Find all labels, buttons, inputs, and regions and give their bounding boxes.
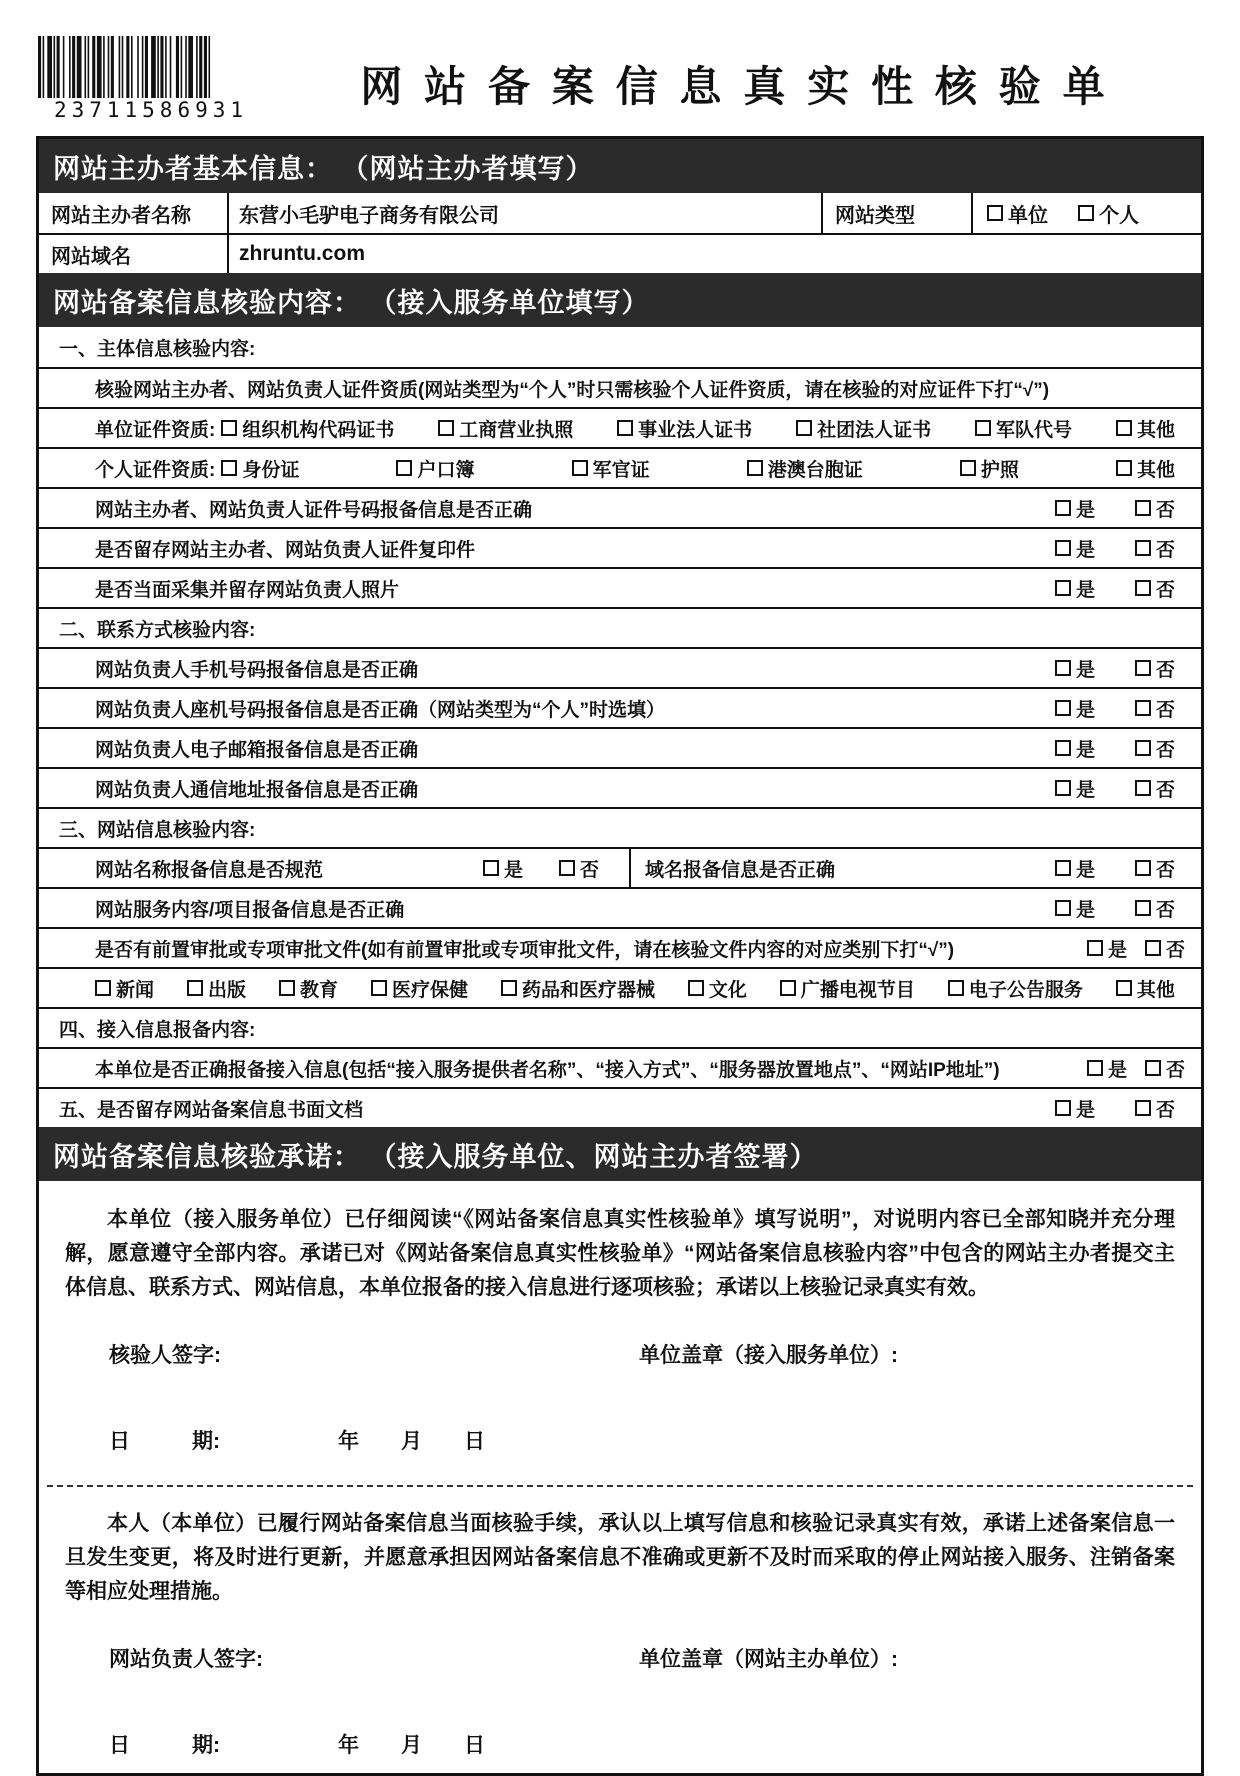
checkbox-icon[interactable] (688, 980, 704, 996)
verification-row (39, 407, 1201, 447)
yes-no-group (1055, 495, 1201, 522)
checkbox-icon[interactable] (1055, 900, 1071, 916)
option-label: 药品和医疗器械 (521, 979, 655, 1001)
verification-row (39, 1087, 1201, 1127)
no-option-label: 否 (1155, 499, 1175, 521)
yes-no-group (1055, 895, 1201, 922)
checkbox-icon[interactable] (987, 205, 1003, 221)
promise-box (39, 1203, 1201, 1773)
no-option-label: 否 (579, 859, 599, 881)
verification-row (39, 527, 1201, 567)
checkbox-icon[interactable] (1135, 700, 1151, 716)
option-label: 工商营业执照 (459, 419, 574, 441)
option-checkbox (396, 455, 474, 482)
checkbox-icon[interactable] (1055, 660, 1071, 676)
verification-form (36, 136, 1204, 1776)
no-option (1135, 895, 1175, 922)
barcode-icon (36, 36, 264, 102)
option-checkbox (572, 455, 650, 482)
yes-no-group (1055, 1095, 1201, 1122)
yes-option-label: 是 (1075, 859, 1095, 881)
checkbox-icon[interactable] (1135, 780, 1151, 796)
yes-option (483, 855, 523, 882)
checkbox-icon[interactable] (1055, 700, 1071, 716)
checkbox-icon[interactable] (221, 420, 237, 436)
no-option (1145, 935, 1185, 962)
yes-option (1055, 775, 1095, 802)
yes-option-label: 是 (1107, 939, 1127, 961)
checkbox-icon[interactable] (780, 980, 796, 996)
no-option-label: 否 (1155, 659, 1175, 681)
site-type-option-unit (987, 199, 1048, 228)
owner-name-label: 网站主办者名称 (39, 193, 229, 233)
yes-option (1055, 655, 1095, 682)
date-year-label[interactable]: 年 (338, 1734, 359, 1757)
no-option (559, 855, 599, 882)
checkbox-icon[interactable] (1135, 580, 1151, 596)
option-label: 组织机构代码证书 (242, 419, 395, 441)
question-text: 是否当面采集并留存网站负责人照片 (95, 579, 400, 601)
verification-row (39, 847, 1201, 887)
domain-label: 网站域名 (39, 235, 229, 273)
option-label: 文化 (708, 979, 747, 1001)
yes-no-group (1055, 695, 1201, 722)
date-date-label[interactable]: 日 (464, 1734, 485, 1757)
option-label: 医疗保健 (391, 979, 468, 1001)
no-option (1135, 775, 1175, 802)
yes-option-label: 是 (1075, 899, 1095, 921)
checkbox-icon[interactable] (1055, 1100, 1071, 1116)
owner-section-header: 网站主办者基本信息： （网站主办者填写） (39, 139, 1201, 193)
no-option-label: 否 (1165, 1059, 1185, 1081)
no-option (1135, 1095, 1175, 1122)
option-checkbox (1116, 455, 1175, 482)
barcode-number: 23711586931 (36, 98, 266, 122)
question-text: 网站负责人手机号码报备信息是否正确 (95, 659, 419, 681)
no-option (1135, 535, 1175, 562)
question-text: 本单位是否正确报备接入信息(包括“接入服务提供者名称”、“接入方式”、“服务器放置地点”、“网站IP地址”) (95, 1059, 1000, 1081)
form-page (36, 36, 1204, 1776)
verification-row (39, 607, 1201, 647)
option-checkbox (1116, 415, 1175, 442)
yes-no-group (1055, 535, 1201, 562)
checkbox-icon[interactable] (1135, 900, 1151, 916)
yes-option-label: 是 (1075, 1099, 1095, 1121)
date-month-label[interactable]: 月 (401, 1734, 422, 1757)
yes-option (1055, 695, 1095, 722)
checkbox-icon[interactable] (1135, 1100, 1151, 1116)
domain-row (39, 233, 1201, 273)
checkbox-icon[interactable] (1055, 580, 1071, 596)
option-checkbox (948, 975, 1083, 1002)
option-checkbox (95, 975, 154, 1002)
no-option (1135, 575, 1175, 602)
verification-row (39, 967, 1201, 1007)
no-option-label: 否 (1155, 739, 1175, 761)
no-option (1135, 695, 1175, 722)
owner-name-value[interactable]: 东营小毛驴电子商务有限公司 (239, 204, 499, 227)
option-label: 护照 (980, 459, 1019, 481)
checkbox-icon[interactable] (1145, 1060, 1161, 1076)
date-month-label[interactable]: 月 (401, 1430, 422, 1453)
option-checkbox (747, 455, 863, 482)
yes-option (1055, 1095, 1095, 1122)
option-label: 军队代号 (996, 419, 1073, 441)
question-text: 网站名称报备信息是否规范 (95, 859, 324, 881)
yes-option (1055, 495, 1095, 522)
yes-no-group (1087, 935, 1201, 962)
note-text: 核验网站主办者、网站负责人证件资质(网站类型为“个人”时只需核验个人证件资质，请在核验的对应证件下打“√”) (95, 379, 1050, 401)
checkbox-icon[interactable] (95, 980, 111, 996)
yes-option-label: 是 (1107, 1059, 1127, 1081)
yes-no-group (1055, 775, 1201, 802)
options-label: 个人证件资质: (95, 459, 216, 481)
checkbox-icon[interactable] (1145, 940, 1161, 956)
checkbox-icon[interactable] (279, 980, 295, 996)
option-label: 其他 (1136, 979, 1175, 1001)
option-label: 事业法人证书 (638, 419, 753, 441)
checkbox-icon[interactable] (1116, 460, 1132, 476)
promise-paragraph-isp: 本单位（接入服务单位）已仔细阅读“《网站备案信息真实性核验单》填写说明”，对说明内容已全部知晓并充分理解，愿意遵守全部内容。承诺已对《网站备案信息真实性核验单》“网站备案信息核验内容”中包含的网站主办者提交主体信息、联系方式、网站信息，本单位报备的接入信息进行逐项核验；承诺以上核验记录真实有效。 (65, 1208, 1175, 1299)
question-text: 网站负责人电子邮箱报备信息是否正确 (95, 739, 419, 761)
option-checkbox (221, 455, 299, 482)
isp-sign-line (39, 1339, 1201, 1369)
question-text: 是否有前置审批或专项审批文件(如有前置审批或专项审批文件，请在核验文件内容的对应类别下打“√”) (95, 939, 955, 961)
checkbox-icon[interactable] (617, 420, 633, 436)
page-title: 网站备案信息真实性核验单 (360, 63, 1127, 110)
checkbox-icon[interactable] (948, 980, 964, 996)
checkbox-icon[interactable] (483, 860, 499, 876)
verification-row (39, 567, 1201, 607)
section-title: 四、接入信息报备内容: (59, 1019, 256, 1041)
question-text: 网站主办者、网站负责人证件号码报备信息是否正确 (95, 499, 533, 521)
verification-row (39, 487, 1201, 527)
owner-name-row (39, 193, 1201, 233)
option-label: 单位 (1008, 204, 1048, 227)
no-option-label: 否 (1155, 579, 1175, 601)
checkbox-icon[interactable] (1087, 1060, 1103, 1076)
option-label: 港澳台胞证 (767, 459, 863, 481)
yes-option-label: 是 (1075, 779, 1095, 801)
verification-row (39, 727, 1201, 767)
verification-row (39, 927, 1201, 967)
no-option-label: 否 (1155, 859, 1175, 881)
question-text: 是否留存网站主办者、网站负责人证件复印件 (95, 539, 476, 561)
option-label: 其他 (1136, 419, 1175, 441)
checkbox-icon[interactable] (1135, 540, 1151, 556)
checkbox-icon[interactable] (747, 460, 763, 476)
barcode (36, 36, 266, 122)
question-text: 五、是否留存网站备案信息书面文档 (59, 1099, 364, 1121)
checkbox-icon[interactable] (975, 420, 991, 436)
yes-option-label: 是 (1075, 699, 1095, 721)
date-day-label: 日 (109, 1430, 130, 1453)
yes-option (1087, 1055, 1127, 1082)
checkbox-icon[interactable] (1055, 860, 1071, 876)
no-option-label: 否 (1155, 899, 1175, 921)
cut-divider (47, 1485, 1193, 1487)
option-label: 身份证 (242, 459, 300, 481)
options-group (221, 455, 1201, 482)
verification-row (39, 1007, 1201, 1047)
yes-no-group (1055, 735, 1201, 762)
question-text: 域名报备信息是否正确 (645, 859, 836, 881)
checkbox-icon[interactable] (371, 980, 387, 996)
options-group (39, 975, 1201, 1002)
verification-row (39, 767, 1201, 807)
site-type-option-personal (1078, 199, 1139, 228)
verification-row (39, 327, 1201, 367)
yes-option-label: 是 (1075, 499, 1095, 521)
checkbox-icon[interactable] (187, 980, 203, 996)
verification-section-header: 网站备案信息核验内容： （接入服务单位填写） (39, 273, 1201, 327)
verification-row (39, 367, 1201, 407)
option-checkbox (279, 975, 338, 1002)
question-cell-left (39, 849, 631, 887)
isp-date-line (39, 1425, 1201, 1455)
promise-section-header: 网站备案信息核验承诺： （接入服务单位、网站主办者签署） (39, 1127, 1201, 1181)
no-option (1145, 1055, 1185, 1082)
option-checkbox (780, 975, 915, 1002)
no-option (1135, 495, 1175, 522)
verification-row (39, 807, 1201, 847)
verification-row (39, 1047, 1201, 1087)
yes-no-group (1055, 855, 1201, 882)
option-checkbox (1116, 975, 1175, 1002)
date-label: 期: (192, 1430, 220, 1453)
yes-option (1087, 935, 1127, 962)
verification-rows (39, 327, 1201, 1127)
date-date-label[interactable]: 日 (464, 1430, 485, 1453)
no-option (1135, 655, 1175, 682)
checkbox-icon[interactable] (1055, 540, 1071, 556)
section-title: 一、主体信息核验内容: (59, 338, 256, 360)
yes-option (1055, 895, 1095, 922)
checkbox-icon[interactable] (1135, 740, 1151, 756)
question-text: 网站负责人座机号码报备信息是否正确（网站类型为“个人”时选填） (95, 699, 666, 721)
domain-value[interactable]: zhruntu.com (239, 242, 365, 265)
promise-paragraph-owner: 本人（本单位）已履行网站备案信息当面核验手续，承认以上填写信息和核验记录真实有效，承诺上述备案信息一旦发生变更，将及时进行更新，并愿意承担因网站备案信息不准确或更新不及时而采取的停止网站接入服务、注销备案等相应处理措施。 (65, 1512, 1175, 1603)
section-title: 二、联系方式核验内容: (59, 619, 256, 641)
option-checkbox (960, 455, 1019, 482)
owner-date-line (39, 1729, 1201, 1759)
options-label: 单位证件资质: (95, 419, 216, 441)
option-label: 电子公告服务 (968, 979, 1083, 1001)
date-day-label: 日 (109, 1734, 130, 1757)
yes-option (1055, 575, 1095, 602)
option-checkbox (688, 975, 747, 1002)
checkbox-icon[interactable] (1078, 205, 1094, 221)
verification-row (39, 647, 1201, 687)
option-label: 出版 (207, 979, 246, 1001)
yes-no-group (1087, 1055, 1201, 1082)
option-label: 教育 (299, 979, 338, 1001)
isp-seal-label[interactable]: 单位盖章（接入服务单位）: (639, 1344, 898, 1367)
page-header (36, 36, 1204, 135)
option-checkbox (438, 415, 573, 442)
yes-option (1055, 535, 1095, 562)
checkbox-icon[interactable] (1116, 980, 1132, 996)
yes-option-label: 是 (1075, 539, 1095, 561)
yes-option-label: 是 (1075, 659, 1095, 681)
site-manager-signature-label[interactable]: 网站负责人签字: (109, 1648, 263, 1671)
option-checkbox (796, 415, 931, 442)
option-checkbox (371, 975, 468, 1002)
no-option-label: 否 (1155, 779, 1175, 801)
yes-option-label: 是 (503, 859, 523, 881)
option-checkbox (187, 975, 246, 1002)
section-title: 三、网站信息核验内容: (59, 819, 256, 841)
owner-sign-line (39, 1643, 1201, 1673)
checkbox-icon[interactable] (1055, 780, 1071, 796)
checkbox-icon[interactable] (1055, 500, 1071, 516)
yes-no-group (1055, 575, 1201, 602)
yes-no-group (483, 855, 629, 882)
site-type-label: 网站类型 (821, 193, 973, 233)
checkbox-icon[interactable] (1135, 860, 1151, 876)
yes-option (1055, 855, 1095, 882)
no-option (1135, 735, 1175, 762)
checkbox-icon[interactable] (438, 420, 454, 436)
site-type-options (973, 193, 1201, 233)
option-checkbox (617, 415, 752, 442)
option-label: 广播电视节目 (800, 979, 915, 1001)
checkbox-icon[interactable] (572, 460, 588, 476)
checkbox-icon[interactable] (796, 420, 812, 436)
no-option-label: 否 (1155, 539, 1175, 561)
checkbox-icon[interactable] (960, 460, 976, 476)
option-checkbox (501, 975, 655, 1002)
date-label: 期: (192, 1734, 220, 1757)
verification-row (39, 447, 1201, 487)
option-label: 户口簿 (417, 459, 475, 481)
yes-no-group (1055, 655, 1201, 682)
no-option-label: 否 (1155, 1099, 1175, 1121)
option-label: 个人 (1099, 204, 1139, 227)
yes-option-label: 是 (1075, 739, 1095, 761)
no-option (1135, 855, 1175, 882)
yes-option-label: 是 (1075, 579, 1095, 601)
option-label: 新闻 (116, 979, 155, 1001)
checkbox-icon[interactable] (1055, 740, 1071, 756)
option-label: 社团法人证书 (817, 419, 932, 441)
option-checkbox (221, 415, 394, 442)
verifier-signature-label[interactable]: 核验人签字: (109, 1344, 221, 1367)
verification-row (39, 687, 1201, 727)
owner-seal-label[interactable]: 单位盖章（网站主办单位）: (639, 1648, 898, 1671)
question-text: 网站负责人通信地址报备信息是否正确 (95, 779, 419, 801)
verification-row (39, 887, 1201, 927)
question-cell-right (631, 849, 1201, 887)
question-text: 网站服务内容/项目报备信息是否正确 (95, 899, 405, 921)
checkbox-icon[interactable] (396, 460, 412, 476)
option-label: 军官证 (592, 459, 650, 481)
checkbox-icon[interactable] (559, 860, 575, 876)
no-option-label: 否 (1165, 939, 1185, 961)
checkbox-icon[interactable] (1135, 660, 1151, 676)
checkbox-icon[interactable] (221, 460, 237, 476)
option-checkbox (975, 415, 1072, 442)
options-group (221, 415, 1201, 442)
checkbox-icon[interactable] (1087, 940, 1103, 956)
checkbox-icon[interactable] (1116, 420, 1132, 436)
no-option-label: 否 (1155, 699, 1175, 721)
option-label: 其他 (1136, 459, 1175, 481)
date-year-label[interactable]: 年 (338, 1430, 359, 1453)
checkbox-icon[interactable] (1135, 500, 1151, 516)
checkbox-icon[interactable] (501, 980, 517, 996)
yes-option (1055, 735, 1095, 762)
